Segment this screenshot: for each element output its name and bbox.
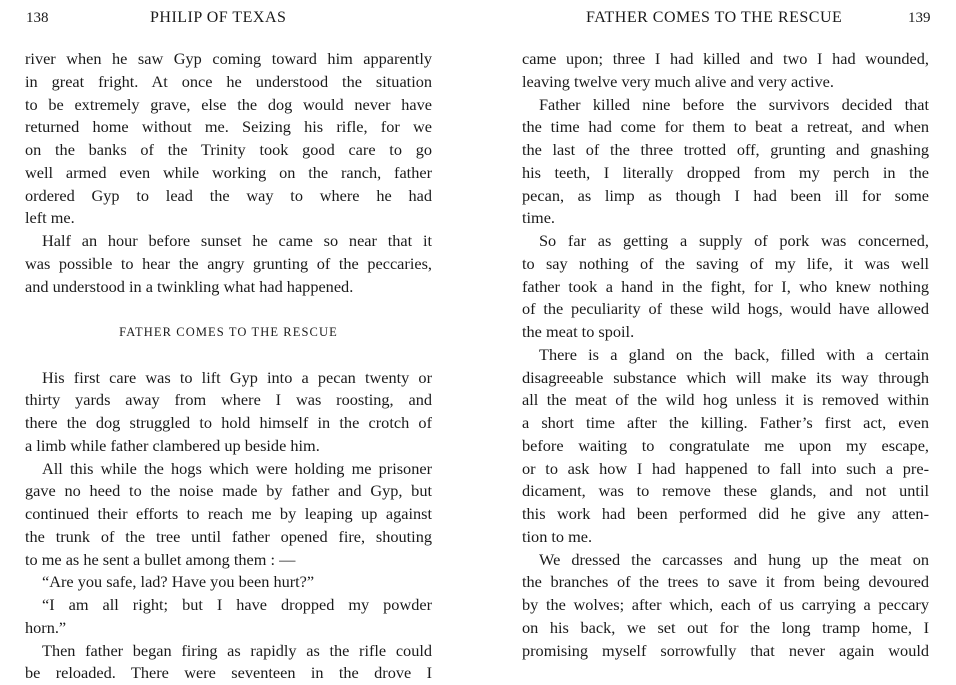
- text-line: a limb while father clambered up beside him.: [25, 435, 320, 455]
- text-line: to say nothing of the saving of my life, it was well: [522, 253, 929, 273]
- text-line: be reloaded. There were seventeen in the drove I: [25, 663, 432, 683]
- text-line: So far as getting a supply of pork was concerned,: [539, 231, 929, 250]
- text-line: continued their efforts to reach me by leaping up against: [25, 504, 432, 523]
- text-line: was possible to hear the angry grunting of the peccaries,: [25, 253, 432, 273]
- text-line: in great fright. At once he understood the situation: [25, 71, 432, 91]
- text-line: tion to me.: [522, 526, 593, 546]
- text-line: father took a hand in the fight, for I, who knew nothing: [522, 276, 929, 296]
- text-line: or to ask how I had happened to fall into such a pre-: [522, 458, 929, 478]
- text-line: We dressed the carcasses and hung up the meat on: [539, 549, 929, 569]
- text-line: leaving twelve very much alive and very active.: [522, 71, 834, 91]
- page-number: 138: [26, 10, 49, 26]
- body-text: [522, 48, 929, 662]
- text-line: the trunk of the tree until father opened fire, shouting: [25, 526, 432, 546]
- text-line: There is a gland on the back, filled with a certain: [539, 344, 929, 364]
- text-line: the last of the three trotted off, grunting and gnashing: [522, 140, 929, 159]
- text-line: promising myself sorrowfully that never again would: [522, 640, 929, 660]
- running-head: PHILIP OF TEXAS: [150, 9, 287, 26]
- text-line: All this while the hogs which were holding me prisoner: [42, 458, 432, 478]
- running-head: FATHER COMES TO THE RESCUE: [586, 9, 843, 26]
- text-line: this work had been performed did he give any atten-: [522, 504, 929, 523]
- text-line: to me as he sent a bullet among them : —: [25, 549, 296, 569]
- text-line: pecan, as limp as though I had been ill for some: [522, 185, 929, 205]
- text-line: thirty yards away from where I was roosting, and: [25, 390, 432, 410]
- section-heading: FATHER COMES TO THE RESCUE: [119, 325, 338, 339]
- blank-line: [25, 298, 432, 321]
- text-line: the branches of the trees to save it from being devoured: [522, 572, 929, 592]
- text-line: there the dog struggled to hold himself in the crotch of: [25, 413, 432, 432]
- text-line: time.: [522, 208, 556, 228]
- text-line: left me.: [25, 208, 75, 228]
- text-line: gave no heed to the noise made by father and Gyp, but: [25, 481, 432, 501]
- text-line: horn.”: [25, 617, 67, 637]
- text-line: all the meat of the wild hog unless it is removed within: [522, 390, 929, 410]
- text-line: by the wolves; after which, each of us carrying a peccary: [522, 595, 929, 614]
- text-line: ordered Gyp to lead the way to where he had: [25, 185, 432, 205]
- text-line: “Are you safe, lad? Have you been hurt?”: [42, 572, 315, 592]
- text-line: returned home without me. Seizing his rifle, for we: [25, 117, 432, 137]
- body-text: [25, 48, 432, 685]
- text-line: “I am all right; but I have dropped my powder: [42, 595, 432, 614]
- page-number: 139: [908, 10, 931, 26]
- text-line: to be extremely grave, else the dog would never have: [25, 94, 432, 114]
- text-line: well armed even while working on the ranch, father: [25, 162, 432, 182]
- left-page: [0, 0, 478, 683]
- blank-line: [25, 344, 432, 367]
- text-line: a short time after the killing. Father’s first act, even: [522, 413, 929, 432]
- text-line: Father killed nine before the survivors decided that: [539, 94, 929, 114]
- right-page: [478, 0, 956, 674]
- text-line: disagreeable substance which will make its way through: [522, 367, 929, 387]
- text-line: his teeth, I literally dropped from my perch in the: [522, 162, 929, 182]
- text-line: and understood in a twinkling what had happened.: [25, 276, 354, 296]
- text-line: dicament, was to remove these glands, and not until: [522, 481, 929, 501]
- text-line: before waiting to congratulate me upon my escape,: [522, 435, 929, 455]
- text-line: the meat to spoil.: [522, 322, 635, 341]
- text-line: the time had come for them to beat a retreat, and when: [522, 117, 929, 137]
- text-line: His first care was to lift Gyp into a pecan twenty or: [42, 367, 432, 387]
- text-line: came upon; three I had killed and two I had wounded,: [522, 49, 929, 68]
- text-line: river when he saw Gyp coming toward him apparently: [25, 49, 432, 68]
- text-line: Half an hour before sunset he came so near that it: [42, 231, 432, 250]
- text-line: Then father began firing as rapidly as the rifle could: [42, 640, 432, 660]
- text-line: of the peculiarity of these wild hogs, would have allowed: [522, 299, 929, 319]
- text-line: on the banks of the Trinity took good care to go: [25, 140, 432, 159]
- text-line: on his back, we set out for the long tramp home, I: [522, 617, 929, 637]
